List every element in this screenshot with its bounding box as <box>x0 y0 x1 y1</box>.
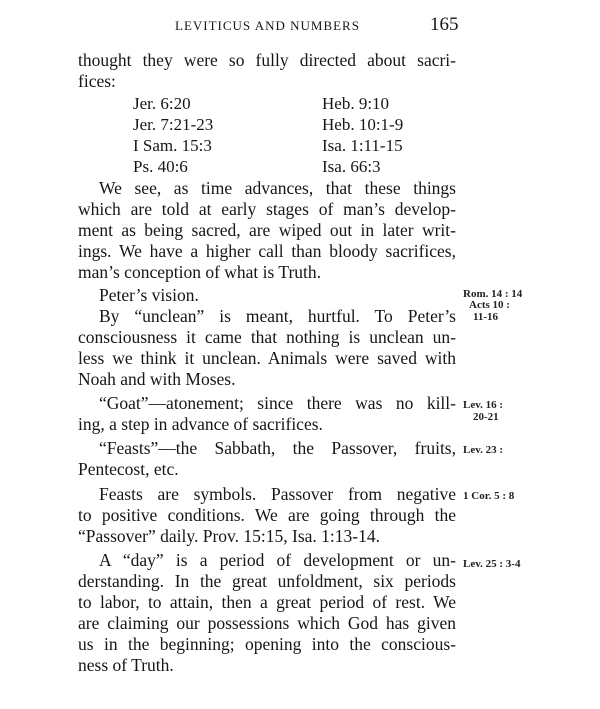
text-line: which are told at early stages of man’s develop- <box>78 199 456 219</box>
text-line: Noah and with Moses. <box>78 369 236 389</box>
text-line: fices: <box>78 71 116 91</box>
text-line: Feasts are symbols. Passover from negative <box>99 484 456 504</box>
margin-note-text: Lev. 25 : 3-4 <box>463 558 521 570</box>
text-line: less we think it unclean. Animals were saved with <box>78 348 456 368</box>
margin-note-text: Lev. 23 : <box>463 444 504 456</box>
text-line: ness of Truth. <box>78 655 174 675</box>
text-line: Peter’s vision. <box>99 285 199 305</box>
text-line: Pentecost, etc. <box>78 459 179 479</box>
margin-note-text: Lev. 16 : <box>463 399 504 411</box>
margin-note <box>463 299 510 323</box>
reference: Ps. 40:6 <box>133 157 188 176</box>
text-line: us in the beginning; opening into the conscious- <box>78 634 456 654</box>
reference: Heb. 9:10 <box>322 94 390 113</box>
margin-note <box>463 558 520 570</box>
text-line: By “unclean” is meant, hurtful. To Peter’s <box>99 306 456 326</box>
text-line: ment as being sacred, are wiped out in later writ- <box>78 220 456 240</box>
text-line: “Passover” daily. Prov. 15:15, Isa. 1:13-14. <box>78 526 380 546</box>
text-line: consciousness it came that nothing is unclean un- <box>78 327 456 347</box>
text-line: ings. We have a higher call than bloody sacrifices, <box>78 241 456 261</box>
reference: Jer. 7:21-23 <box>133 115 214 134</box>
margin-note-text: Acts 10 : <box>469 299 510 311</box>
running-title: LEVITICUS AND NUMBERS <box>175 18 360 33</box>
text-line: ing, a step in advance of sacrifices. <box>78 414 323 434</box>
text-line: derstanding. In the great unfoldment, six periods <box>78 571 456 591</box>
reference: I Sam. 15:3 <box>133 136 212 155</box>
margin-note-text: 20-21 <box>473 411 499 423</box>
text-line: man’s conception of what is Truth. <box>78 262 322 282</box>
page-number: 165 <box>430 14 459 35</box>
margin-note-text: Rom. 14 : 14 <box>463 288 523 300</box>
text-line: We see, as time advances, that these things <box>99 178 456 198</box>
reference: Heb. 10:1-9 <box>322 115 404 134</box>
text-line: to positive conditions. We are going through the <box>78 505 456 525</box>
text-line: thought they were so fully directed about sacri- <box>78 50 456 70</box>
text-line: “Feasts”—the Sabbath, the Passover, fruits, <box>99 438 456 458</box>
text-line: to labor, to attain, then a great period of rest. We <box>78 592 456 612</box>
margin-note-text: 1 Cor. 5 : 8 <box>463 490 515 502</box>
reference: Isa. 66:3 <box>322 157 381 176</box>
reference: Isa. 1:11-15 <box>322 136 403 155</box>
text-line: “Goat”—atonement; since there was no kill- <box>99 393 456 413</box>
text-line: are claiming our possessions which God has given <box>78 613 456 633</box>
margin-note <box>463 490 514 502</box>
margin-note <box>463 444 503 456</box>
margin-note <box>463 399 503 423</box>
reference: Jer. 6:20 <box>133 94 191 113</box>
margin-note-text: 11-16 <box>473 311 499 323</box>
text-line: A “day” is a period of development or un- <box>99 550 456 570</box>
